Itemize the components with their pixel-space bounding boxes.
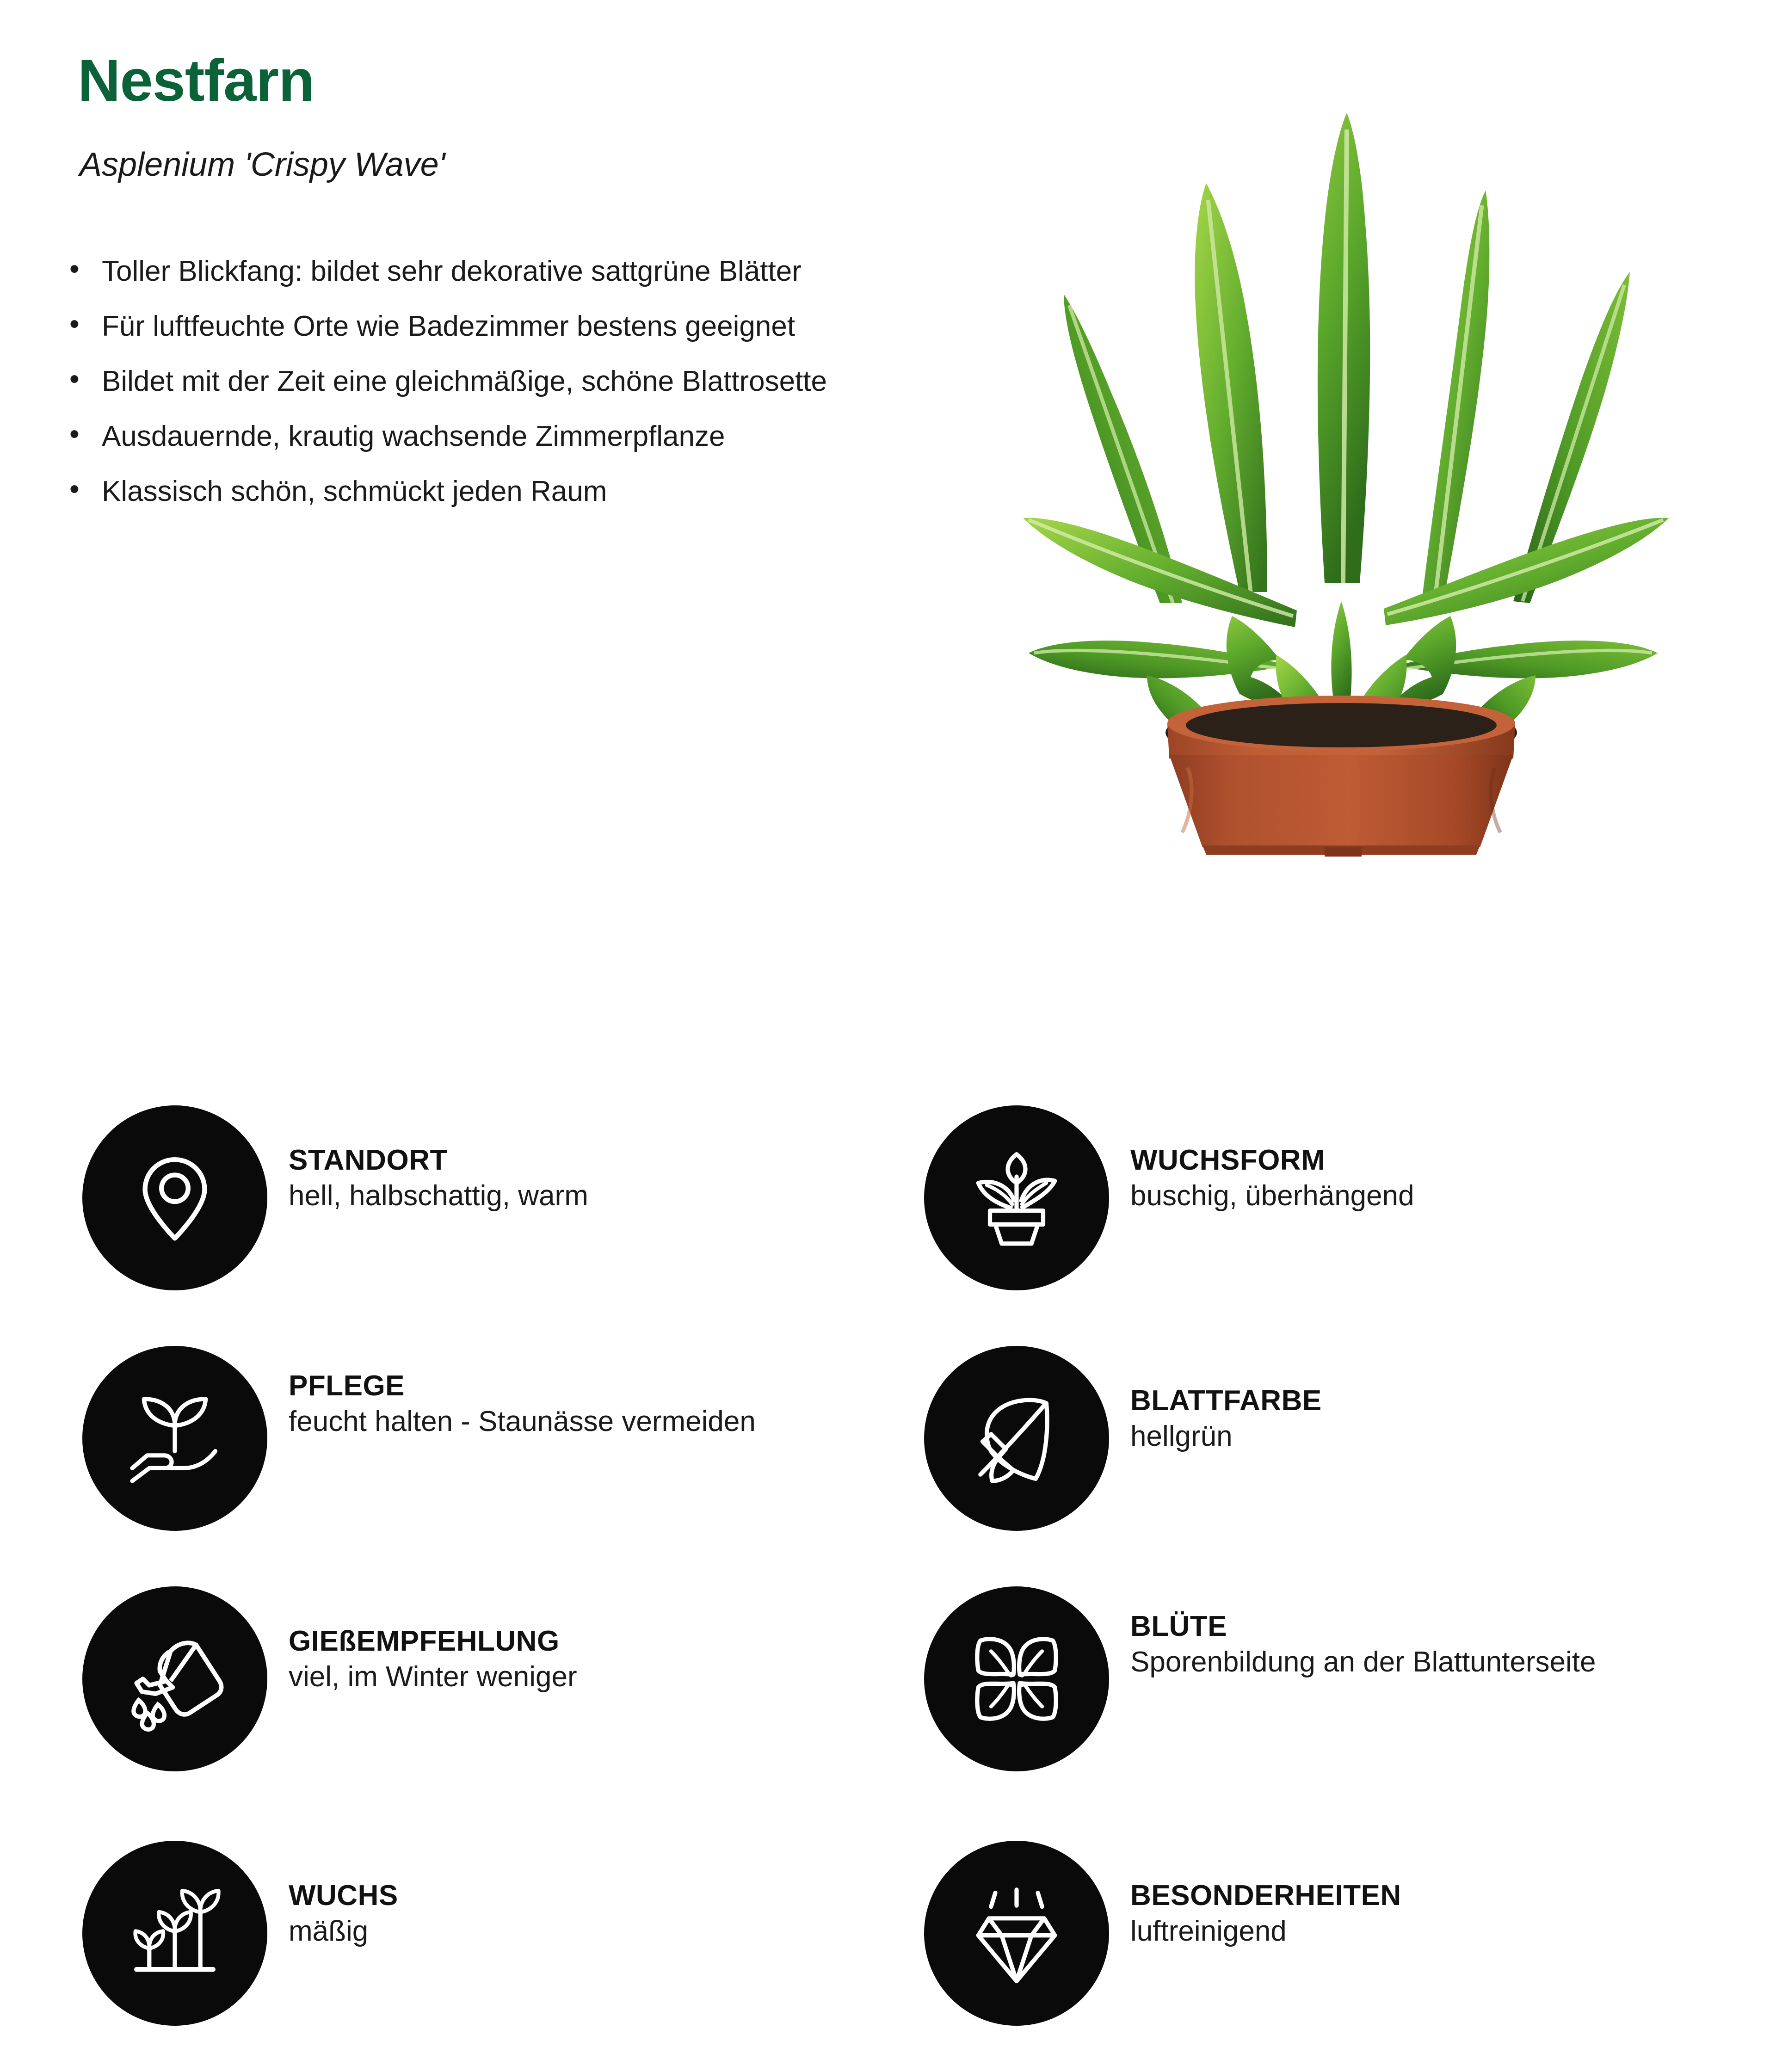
- location-pin-icon: [122, 1145, 228, 1251]
- bullet-icon: •: [69, 308, 80, 340]
- attribute-card-besonderheiten: [924, 1841, 1401, 2026]
- attribute-title: GIEßEMPFEHLUNG: [289, 1625, 560, 1657]
- list-item: [69, 415, 883, 458]
- bullet-icon: •: [69, 473, 80, 505]
- icon-badge: [924, 1346, 1109, 1531]
- nestfarn-plant-illustration: [962, 28, 1720, 860]
- icon-badge: [82, 1346, 267, 1531]
- bullet-icon: •: [69, 253, 80, 285]
- diamond-icon: [963, 1880, 1070, 1986]
- attribute-value: hell, halbschattig, warm: [289, 1180, 588, 1212]
- leaf-paintbrush-icon: [963, 1385, 1070, 1492]
- plant-attributes-grid: [0, 1092, 1776, 2044]
- attribute-card-bluete: [924, 1586, 1596, 1771]
- icon-badge: [924, 1586, 1109, 1771]
- attribute-text: [1130, 1841, 1401, 1949]
- plant-pot: [1167, 696, 1515, 857]
- growth-sprouts-icon: [122, 1880, 228, 1986]
- icon-badge: [82, 1841, 267, 2026]
- icon-badge: [924, 1841, 1109, 2026]
- attribute-value: viel, im Winter weniger: [289, 1661, 577, 1693]
- icon-badge: [924, 1105, 1109, 1290]
- product-intro-section: [0, 0, 1776, 980]
- attribute-title: BLÜTE: [1130, 1610, 1227, 1642]
- botanical-name: Asplenium 'Crispy Wave': [80, 146, 445, 183]
- watering-can-icon: [122, 1626, 228, 1732]
- attribute-text: [289, 1346, 756, 1439]
- attribute-value: mäßig: [289, 1915, 369, 1948]
- attribute-card-wuchsform: [924, 1105, 1414, 1290]
- attribute-title: WUCHSFORM: [1130, 1144, 1326, 1176]
- list-item: [69, 360, 883, 403]
- list-item-text: Bildet mit der Zeit eine gleichmäßige, schöne Blattrosette: [102, 365, 827, 397]
- attribute-value: hellgrün: [1130, 1420, 1233, 1453]
- attribute-title: STANDORT: [289, 1144, 448, 1176]
- attribute-title: BESONDERHEITEN: [1130, 1880, 1401, 1912]
- page-title: Nestfarn: [78, 48, 314, 114]
- list-item: [69, 305, 883, 348]
- list-item-text: Toller Blickfang: bildet sehr dekorative sattgrüne Blätter: [102, 255, 802, 287]
- attribute-text: [289, 1105, 588, 1214]
- icon-badge: [82, 1586, 267, 1771]
- bullet-icon: •: [69, 363, 80, 395]
- fern-fronds-back: [1064, 113, 1630, 603]
- list-item-text: Klassisch schön, schmückt jeden Raum: [102, 475, 607, 507]
- icon-badge: [82, 1105, 267, 1290]
- attribute-card-standort: [82, 1105, 588, 1290]
- attribute-value: buschig, überhängend: [1130, 1180, 1414, 1212]
- feature-bullet-list: [69, 250, 883, 525]
- bullet-icon: •: [69, 418, 80, 450]
- list-item: [69, 470, 883, 513]
- potted-plant-icon: [963, 1145, 1070, 1251]
- attribute-title: WUCHS: [289, 1880, 398, 1912]
- attribute-text: [1130, 1586, 1596, 1680]
- attribute-value: luftreinigend: [1130, 1915, 1287, 1948]
- attribute-card-wuchs: [82, 1841, 398, 2026]
- attribute-text: [289, 1841, 398, 1949]
- attribute-title: PFLEGE: [289, 1370, 405, 1402]
- attribute-text: [1130, 1346, 1322, 1454]
- list-item-text: Ausdauernde, krautig wachsende Zimmerpflanze: [102, 420, 725, 452]
- attribute-text: [1130, 1105, 1414, 1214]
- seedling-in-hand-icon: [122, 1385, 228, 1492]
- attribute-card-giessempfehlung: [82, 1586, 577, 1771]
- list-item-text: Für luftfeuchte Orte wie Badezimmer bestens geeignet: [102, 310, 796, 342]
- attribute-value: Sporenbildung an der Blattunterseite: [1130, 1646, 1596, 1678]
- list-item: [69, 250, 883, 293]
- flower-icon: [963, 1626, 1070, 1732]
- attribute-card-blattfarbe: [924, 1346, 1322, 1531]
- attribute-title: BLATTFARBE: [1130, 1385, 1322, 1417]
- attribute-text: [289, 1586, 577, 1695]
- attribute-card-pflege: [82, 1346, 756, 1531]
- product-photo: [962, 28, 1720, 860]
- attribute-value: feucht halten - Staunässe vermeiden: [289, 1406, 756, 1438]
